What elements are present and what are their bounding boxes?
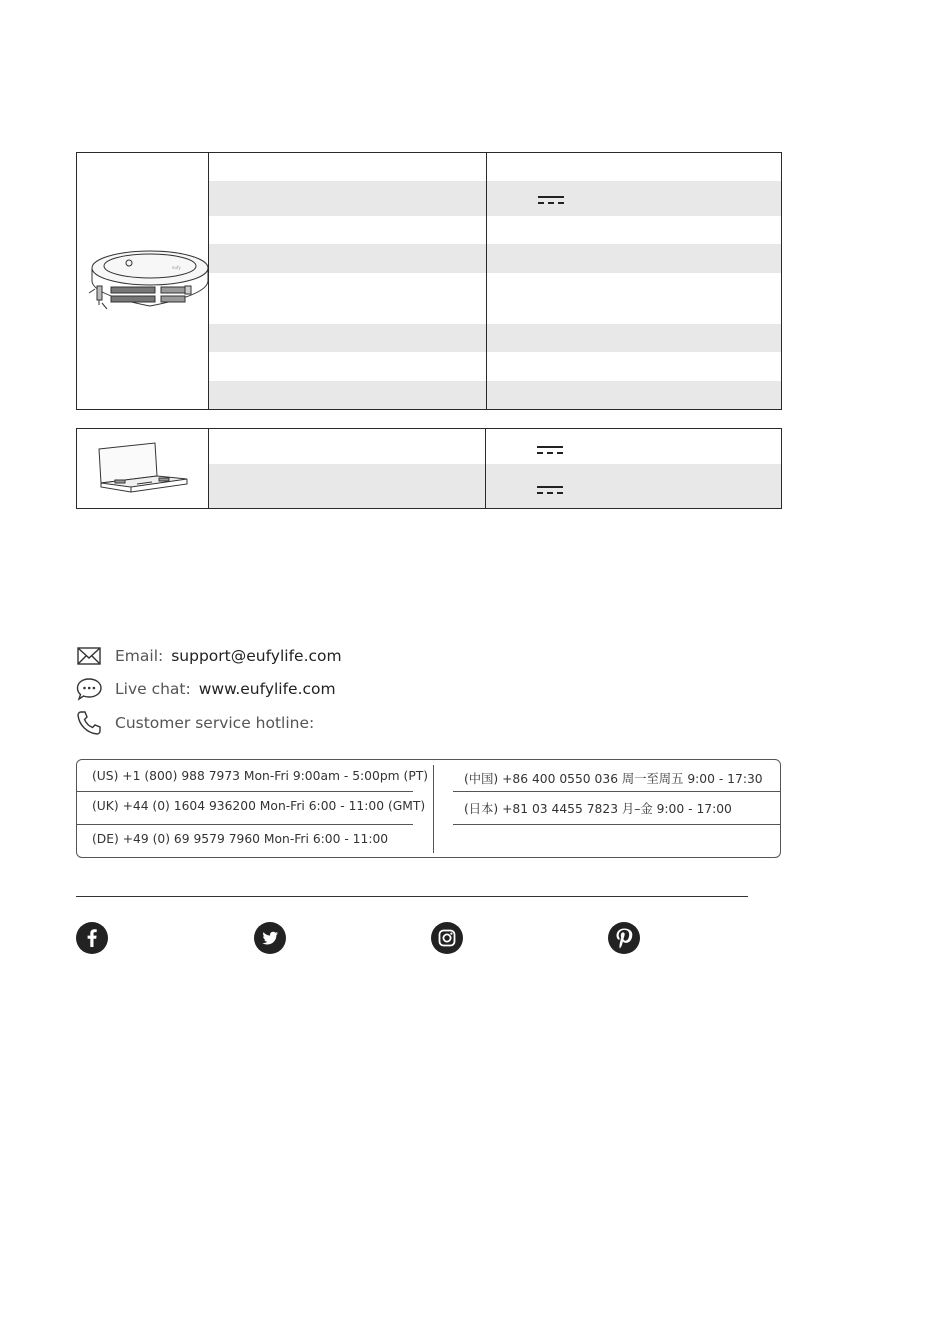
pinterest-icon[interactable] bbox=[608, 922, 640, 954]
footer-rule bbox=[76, 896, 748, 897]
column-divider bbox=[486, 153, 487, 409]
spec-row bbox=[209, 216, 781, 244]
dc-symbol-icon bbox=[537, 484, 563, 496]
hotline-de: (DE) +49 (0) 69 9579 7960 Mon-Fri 6:00 - 11:00 bbox=[92, 832, 389, 846]
spec-row bbox=[209, 153, 781, 181]
chat-bubble-icon bbox=[76, 676, 104, 702]
robot-spec-rows bbox=[209, 153, 781, 409]
spec-row bbox=[209, 429, 781, 464]
hotline-box bbox=[76, 759, 781, 858]
email-label: Email: bbox=[115, 647, 164, 665]
hotline-divider bbox=[77, 824, 413, 825]
column-divider bbox=[485, 429, 486, 508]
facebook-icon[interactable] bbox=[76, 922, 108, 954]
live-chat-label: Live chat: bbox=[115, 680, 191, 698]
twitter-icon[interactable] bbox=[254, 922, 286, 954]
robot-spec-table bbox=[76, 152, 782, 410]
email-link[interactable]: support@eufylife.com bbox=[171, 647, 342, 665]
dc-symbol-icon bbox=[538, 194, 564, 206]
spec-row bbox=[209, 352, 781, 381]
hotline-divider bbox=[453, 791, 780, 792]
hotline-divider bbox=[77, 791, 413, 792]
phone-icon bbox=[76, 710, 104, 736]
robot-image-cell bbox=[77, 153, 209, 409]
live-chat-line bbox=[76, 676, 336, 702]
spec-row bbox=[209, 381, 781, 409]
email-line bbox=[76, 643, 342, 669]
spec-row bbox=[209, 464, 781, 508]
svg-text:eufy: eufy bbox=[172, 265, 181, 270]
charging-base-icon bbox=[77, 429, 208, 508]
instagram-icon[interactable] bbox=[431, 922, 463, 954]
spec-row bbox=[209, 273, 781, 324]
robot-vacuum-icon bbox=[77, 153, 208, 409]
charging-base-spec-table bbox=[76, 428, 782, 509]
hotline-uk: (UK) +44 (0) 1604 936200 Mon-Fri 6:00 - 11:00 (GMT) bbox=[92, 799, 426, 813]
hotline-label: Customer service hotline: bbox=[115, 714, 315, 732]
dc-symbol-icon bbox=[537, 444, 563, 456]
hotline-line bbox=[76, 710, 322, 736]
charging-base-image-cell bbox=[77, 429, 209, 508]
hotline-jp: (日本) +81 03 4455 7823 月–金 9:00 - 17:00 bbox=[464, 802, 732, 816]
spec-row bbox=[209, 244, 781, 273]
live-chat-link[interactable]: www.eufylife.com bbox=[198, 680, 336, 698]
hotline-column-divider bbox=[433, 765, 434, 853]
hotline-divider bbox=[453, 824, 780, 825]
hotline-us: (US) +1 (800) 988 7973 Mon-Fri 9:00am - 5:00pm (PT) bbox=[92, 769, 429, 783]
spec-row bbox=[209, 181, 781, 216]
charging-base-spec-rows bbox=[209, 429, 781, 508]
envelope-icon bbox=[76, 643, 104, 669]
spec-row bbox=[209, 324, 781, 352]
hotline-cn: (中国) +86 400 0550 036 周一至周五 9:00 - 17:30 bbox=[464, 772, 763, 786]
